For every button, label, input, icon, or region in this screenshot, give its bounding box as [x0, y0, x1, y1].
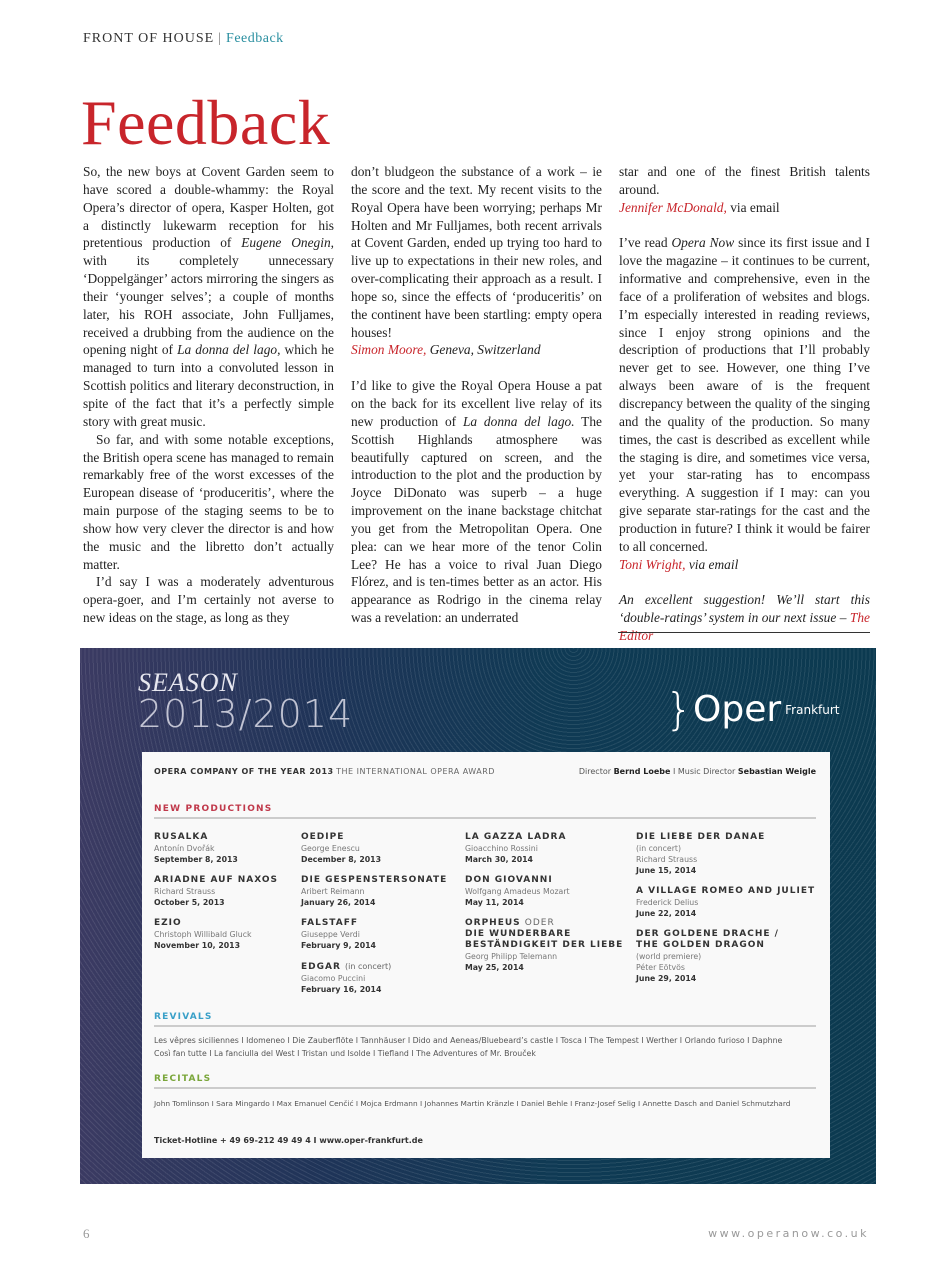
website-url: www.operanow.co.uk: [708, 1227, 869, 1240]
text-run: , with its completely unnecessary ‘Doppelgänger’ actors mirroring the singers as their ‘younger selves’; a couple of months later, his ROH associate, John Fulljames, received a drubbing from the audience on the opening night of: [83, 235, 334, 358]
ticket-hotline: Ticket-Hotline + 49 69-212 49 49 4 I www.oper-frankfurt.de: [154, 1136, 423, 1145]
signature: The Editor: [619, 610, 870, 643]
director-name: Bernd Loebe: [613, 767, 671, 776]
revivals-line: Les vêpres siciliennes I Idomeneo I Die Zauberflöte I Tannhäuser I Dido and Aeneas/Bluebeard’s castle I Tosca I The Tempest I Werther I Orlando furioso I Daphne: [154, 1036, 783, 1045]
text-column-2: [351, 163, 602, 627]
text-run: star and one of the finest British talents around.: [619, 164, 870, 197]
page-number: 6: [83, 1226, 90, 1241]
title-text: EDGAR: [301, 962, 341, 972]
text-run: , which he managed to turn into a convoluted lesson in Scottish politics and literary deconstruction, in spite of the fact that it’s a perfectly simple story with great music.: [83, 342, 334, 429]
title-text: DIE GESPENSTERSONATE: [301, 875, 448, 885]
production-title: [465, 875, 645, 886]
logo-name: Oper: [693, 689, 782, 730]
composer: Georg Philipp Telemann: [465, 952, 558, 961]
title-text: DON GIOVANNI: [465, 875, 553, 885]
text-run: Eugene Onegin: [241, 235, 331, 251]
new-productions-heading: NEW PRODUCTIONS: [154, 804, 816, 819]
title-text: RUSALKA: [154, 832, 209, 842]
text-run: Opera Now: [671, 235, 735, 251]
production-title: [154, 832, 324, 843]
production-title: [636, 886, 836, 897]
production-item: [636, 886, 836, 919]
title-conjunction: ODER: [524, 918, 555, 928]
production-item: [301, 961, 471, 995]
composer: Wolfgang Amadeus Mozart: [465, 887, 570, 896]
signature: Simon Moore,: [351, 342, 427, 358]
paragraph: [351, 341, 602, 359]
text-run: Geneva, Switzerland: [426, 342, 541, 358]
production-title: [154, 875, 324, 886]
season-years: 2013/2014: [138, 692, 354, 736]
premiere-date: October 5, 2013: [154, 898, 225, 907]
production-item: [636, 832, 836, 876]
logo-city: Frankfurt: [785, 703, 840, 717]
text-column-1: [83, 163, 334, 627]
text-run: I’d like to give the Royal Opera House a pat on the back for its excellent live relay of its new production of: [351, 378, 602, 429]
production-title: [154, 918, 324, 929]
composer: Péter Eötvös: [636, 963, 685, 972]
title-text: DIE LIEBE DER DANAE: [636, 832, 766, 842]
recitals-heading: RECITALS: [154, 1074, 816, 1089]
premiere-date: December 8, 2013: [301, 855, 382, 864]
text-run: since its first issue and I love the magazine – it continues to be current, informative and comprehensive, even in the face of a proliferation of websites and blogs. I’m especially interested in reading reviews, since I enjoy strong opinions and the description of productions that I’ll probably never get to see. However, one thing I’ve always been aware of is the frequent discrepancy between the quality of the singing and the quality of the production. So many times, the cast is described as excellent while the staging is dire, and sometimes vice versa, yet your star-rating has to encompass everything. A suggestion if I may: can you give separate star-ratings for the cast and the production in future? I think it would be fairer to all concerned.: [619, 235, 871, 554]
production-title: [301, 832, 471, 843]
composer: Richard Strauss: [636, 855, 698, 864]
text-run: La donna del lago.: [462, 413, 575, 429]
text-run: The Scottish Highlands atmosphere was beautifully captured on screen, and the introduction to the plot and the production by Joyce DiDonato was superb – a huge improvement on the inane backstage chitchat you get from the Metropolitan Opera. One plea: can we hear more of the tenor Colin Lee? He has a voice to rival Juan Diego Flórez, and is ten-times better as an actor. His appearance as Rodrigo in the cinema relay was a revelation: an underrated: [351, 413, 602, 626]
running-header: [83, 31, 284, 47]
composer: Christoph Willibald Gluck: [154, 930, 252, 939]
text-run: La donna del lago: [177, 342, 278, 358]
production-note: (world premiere): [636, 952, 702, 961]
music-director-label: Music Director: [677, 767, 736, 776]
title-text: EZIO: [154, 918, 182, 928]
text-run: via email: [685, 556, 739, 572]
premiere-date: June 29, 2014: [636, 974, 697, 983]
paragraph: [83, 573, 334, 627]
productions-column: [301, 832, 471, 1005]
title-text: FALSTAFF: [301, 918, 358, 928]
text-run: via email: [726, 199, 780, 215]
premiere-date: November 10, 2013: [154, 941, 241, 950]
award-subtitle: THE INTERNATIONAL OPERA AWARD: [336, 767, 495, 776]
production-title: DIE WUNDERBARE: [465, 929, 572, 939]
productions-column: [465, 832, 645, 983]
composer: Giacomo Puccini: [301, 974, 366, 983]
paragraph: [619, 556, 870, 574]
production-item: [301, 875, 471, 908]
revivals-line: Così fan tutte I La fanciulla del West I Tristan und Isolde I Tiefland I The Adventures of Mr. Brouček: [154, 1049, 536, 1058]
production-title: [301, 875, 471, 886]
text-run: So, the new boys at Covent Garden seem to have scored a double-whammy: the Royal Opera’s director of opera, Kasper Holten, got a distinctly lukewarm reception for his pretentious production of: [83, 164, 334, 251]
production-item: [154, 832, 324, 865]
subsection-label: Feedback: [226, 31, 284, 46]
text-run: I’d say I was a moderately adventurous opera-goer, and I’m certainly not averse to new ideas on the stage, as long as they: [83, 574, 334, 626]
productions-column: [636, 832, 836, 994]
premiere-date: May 11, 2014: [465, 898, 524, 907]
production-item: [154, 918, 324, 951]
paragraph: [351, 163, 602, 341]
production-title: [465, 832, 645, 843]
logo-brace: }: [665, 684, 693, 735]
title-text: A VILLAGE ROMEO AND JULIET: [636, 886, 816, 896]
premiere-date: March 30, 2014: [465, 855, 533, 864]
title-text: DER GOLDENE DRACHE /: [636, 929, 779, 939]
paragraph: [351, 377, 602, 627]
premiere-date: January 26, 2014: [301, 898, 376, 907]
production-note: (in concert): [636, 844, 682, 853]
production-item: [465, 875, 645, 908]
premiere-date: June 15, 2014: [636, 866, 697, 875]
premiere-date: May 25, 2014: [465, 963, 524, 972]
title-text: ORPHEUS: [465, 918, 521, 928]
production-item: [301, 832, 471, 865]
recitals-list: John Tomlinson I Sara Mingardo I Max Emanuel Cenčić I Mojca Erdmann I Johannes Martin Kränzle I Daniel Behle I Franz-Josef Selig I Annette Dasch and Daniel Schmutzhard: [154, 1099, 791, 1108]
text-run: don’t bludgeon the substance of a work – ie the score and the text. My recent visits to the Royal Opera have been worrying; perhaps Mr Holten and Mr Fulljames, both recent arrivals at Covent Garden, ended up trying too hard to live up to expectations in their new roles, and over-complicating their approach as a result. I hope so, since the effects of ‘produceritis’ on the continent have been startling: empty opera houses!: [351, 164, 602, 340]
production-item: [301, 918, 471, 951]
premiere-date: June 22, 2014: [636, 909, 697, 918]
paragraph: [619, 591, 870, 645]
composer: Gioacchino Rossini: [465, 844, 538, 853]
oper-frankfurt-advert: [80, 648, 876, 1184]
text-run: An excellent suggestion! We’ll start this ‘double-ratings’ system in our next issue –: [619, 592, 870, 626]
production-item: [154, 875, 324, 908]
title-text: LA GAZZA LADRA: [465, 832, 567, 842]
title-text: ARIADNE AUF NAXOS: [154, 875, 279, 885]
oper-frankfurt-logo: [665, 684, 839, 735]
production-item: [636, 929, 836, 984]
production-item: [465, 832, 645, 865]
title-text: OEDIPE: [301, 832, 345, 842]
production-title: [465, 918, 645, 929]
paragraph: [619, 199, 870, 217]
separator: I: [672, 767, 676, 776]
paragraph: [83, 431, 334, 574]
composer: Aribert Reimann: [301, 887, 365, 896]
premiere-date: February 9, 2014: [301, 941, 376, 950]
award-line: [154, 767, 816, 776]
award-title: OPERA COMPANY OF THE YEAR 2013: [154, 767, 334, 776]
programme-panel: [142, 752, 830, 1158]
director-label: Director: [578, 767, 612, 776]
composer: Giuseppe Verdi: [301, 930, 360, 939]
text-column-3: [619, 163, 870, 645]
revivals-list: [154, 1034, 816, 1060]
composer: Frederick Delius: [636, 898, 699, 907]
production-title: [301, 961, 471, 973]
separator: |: [218, 31, 223, 46]
revivals-heading: REVIVALS: [154, 1012, 816, 1027]
column-end-rule: [618, 632, 870, 633]
composer: George Enescu: [301, 844, 360, 853]
premiere-date: February 16, 2014: [301, 985, 382, 994]
composer: Richard Strauss: [154, 887, 216, 896]
production-item: [465, 918, 645, 973]
premiere-date: September 8, 2013: [154, 855, 238, 864]
production-note: (in concert): [345, 962, 392, 971]
text-run: So far, and with some notable exceptions, the British opera scene has managed to remain remarkably free of the worst excesses of the European disease of ‘produceritis’, where the main purpose of the staging seems to be to show how very clever the director is and how the music and the libretto don’t actually matter.: [83, 431, 334, 572]
text-run: I’ve read: [619, 235, 672, 251]
production-title: [636, 929, 836, 940]
production-title: [636, 832, 836, 843]
directors: [579, 767, 816, 776]
productions-column: [154, 832, 324, 961]
signature: Toni Wright,: [619, 556, 686, 572]
signature: Jennifer McDonald,: [619, 199, 727, 215]
paragraph: [619, 234, 870, 555]
paragraph: [83, 163, 334, 431]
production-title: [301, 918, 471, 929]
production-title: BESTÄNDIGKEIT DER LIEBE: [465, 940, 624, 950]
season-label: SEASON: [138, 668, 238, 697]
music-director-name: Sebastian Weigle: [737, 767, 816, 776]
paragraph: [619, 163, 870, 199]
page-title: Feedback: [81, 87, 331, 158]
composer: Antonín Dvořák: [154, 844, 215, 853]
production-title: THE GOLDEN DRAGON: [636, 940, 765, 950]
section-label: FRONT OF HOUSE: [83, 31, 215, 46]
